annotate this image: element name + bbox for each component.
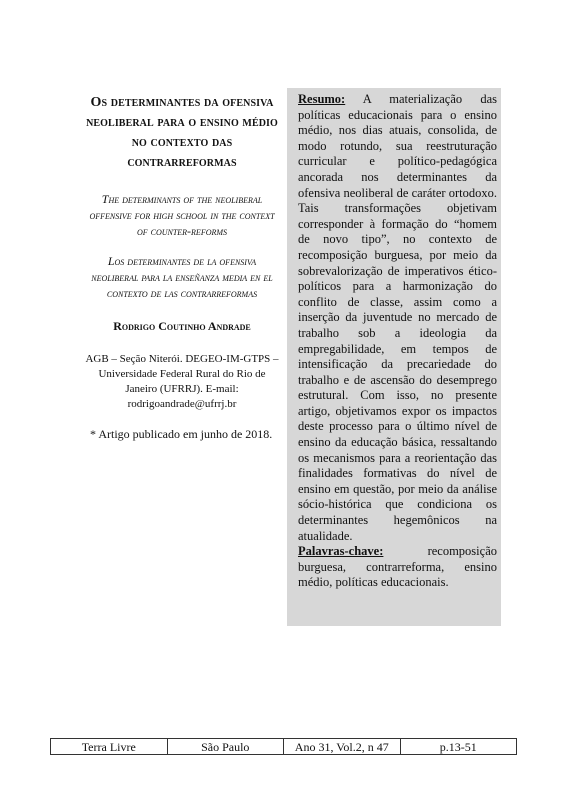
article-title-spanish: Los determinantes de la ofensiva neoliberal para la enseñanza media en el contexto de las contrarreformas bbox=[91, 254, 273, 300]
keywords-label: Palavras-chave: bbox=[298, 544, 384, 559]
front-matter bbox=[84, 93, 280, 442]
keywords-paragraph bbox=[298, 544, 497, 591]
author-affiliation: AGB – Seção Niterói. DEGEO-IM-GTPS – Universidade Federal Rural do Rio de Janeiro (UFRRJ). E-mail: rodrigoandrade@ufrrj.br bbox=[85, 353, 279, 410]
footer-pages: p.13-51 bbox=[439, 740, 477, 754]
footer-volume: Ano 31, Vol.2, n 47 bbox=[284, 739, 401, 754]
abstract-box bbox=[287, 88, 501, 626]
abstract-label: Resumo: bbox=[298, 92, 346, 106]
article-title: Os determinantes da ofensiva neoliberal para o ensino médio no contexto das contrarreformas bbox=[86, 95, 278, 170]
abstract-text: A materialização das políticas educacionais para o ensino médio, nos dias atuais, consolida, de modo rotundo, sua reestruturação curricular e político-pedagógica ancorada nos determinantes da ofensiva neoliberal de caráter ortodoxo. Tais transformações objetivam corresponder à formação do “homem de novo tipo”, no contexto de recomposição burguesa, por meio da sobrevalorização de imperativos ético-políticos para a harmonização do conflito de classe, assim como a inserção da juventude no mercado de trabalho sob a ideologia da empregabilidade, em tempos de intensificação da precariedade do trabalho e de ascensão do desemprego estrutural. Com isso, no presente artigo, objetivamos expor os impactos deste processo para o último nível de ensino da educação básica, ressaltando os mecanismos para a reorientação das finalidades formativas do nível de ensino em questão, por meio da análise sócio-histórica que condiciona os determinantes hegemônicos na atualidade. bbox=[298, 92, 497, 543]
article-title-english: The determinants of the neoliberal offensive for high school in the context of counter-reforms bbox=[89, 192, 275, 238]
author-name: Rodrigo Coutinho Andrade bbox=[113, 319, 251, 333]
abstract-paragraph bbox=[298, 92, 497, 544]
publication-note: * Artigo publicado em junho de 2018. bbox=[90, 427, 273, 441]
journal-footer bbox=[50, 738, 517, 755]
footer-city: São Paulo bbox=[168, 739, 285, 754]
footer-journal: Terra Livre bbox=[51, 739, 168, 754]
keywords-text: recomposição burguesa, contrarreforma, ensino médio, políticas educacionais. bbox=[298, 544, 497, 590]
